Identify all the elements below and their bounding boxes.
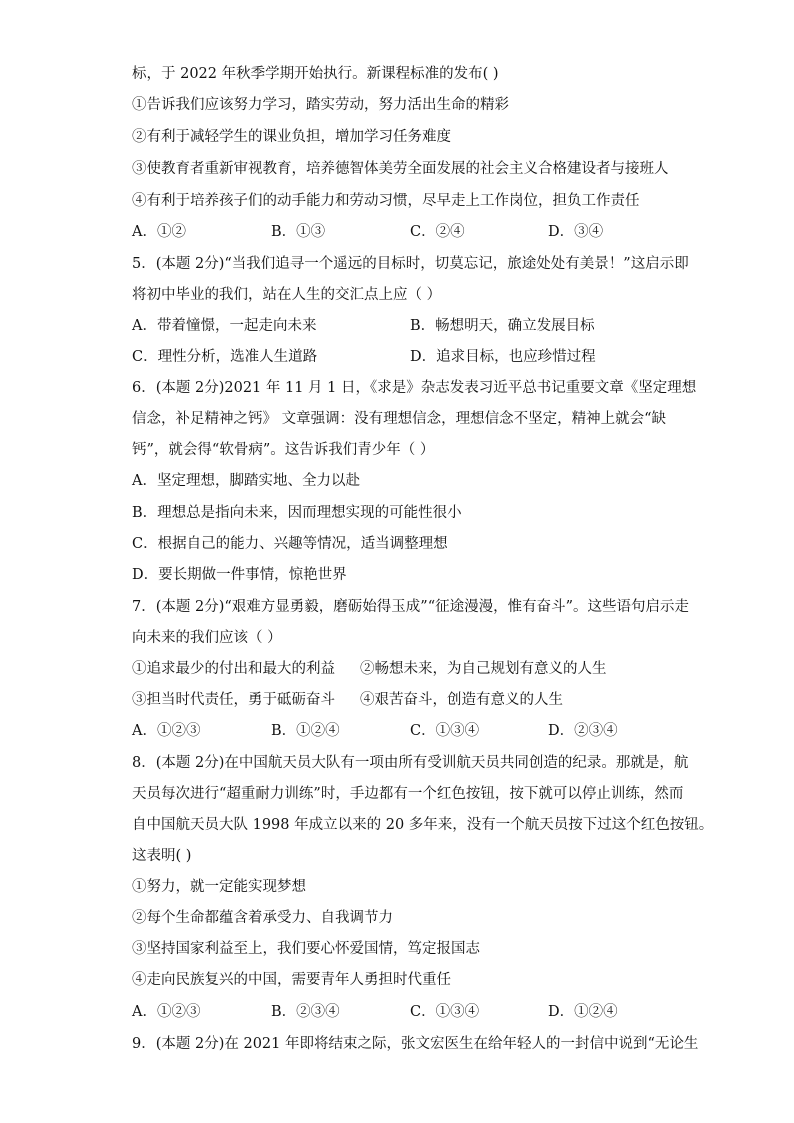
q4-item-1: ①告诉我们应该努力学习，踏实劳动，努力活出生命的精彩	[132, 97, 509, 113]
q7-item-4: ④艰苦奋斗，创造有意义的人生	[360, 692, 563, 708]
q5-option-d: D．追求目标，也应珍惜过程	[410, 349, 596, 365]
q7-option-c: C．①③④	[410, 723, 480, 739]
q4-option-a: A．①②	[132, 224, 186, 240]
q6-option-b: B．理想总是指向未来，因而理想实现的可能性很小	[132, 505, 462, 521]
q8-stem-line-3: 自中国航天员大队 1998 年成立以来的 20 多年来，没有一个航天员按下过这个红色按钮。	[132, 817, 714, 833]
q7-stem-line-1: 7．(本题 2分)“艰难方显勇毅，磨砺始得玉成”“征途漫漫，惟有奋斗”。这些语句启示走	[132, 599, 690, 615]
q6-option-d: D．要长期做一件事情，惊艳世界	[132, 567, 347, 583]
q6-option-a: A．坚定理想，脚踏实地、全力以赴	[132, 473, 360, 489]
q5-option-a: A．带着憧憬，一起走向未来	[132, 318, 317, 334]
q8-option-c: C．①③④	[410, 1004, 480, 1020]
q7-option-d: D．②③④	[548, 723, 618, 739]
q7-option-b: B．①②④	[271, 723, 340, 739]
q6-stem-line-3: 钙”，就会得“软骨病”。这告诉我们青少年（ ）	[132, 442, 435, 458]
q8-stem-line-2: 天员每次进行“超重耐力训练”时，手边都有一个红色按钮，按下就可以停止训练，然而	[132, 786, 684, 802]
q8-option-d: D．①②④	[548, 1004, 618, 1020]
q4-item-3: ③使教育者重新审视教育，培养德智体美劳全面发展的社会主义合格建设者与接班人	[132, 161, 669, 177]
q9-stem-line-1: 9．(本题 2分)在 2021 年即将结束之际，张文宏医生在给年轻人的一封信中说到“无论生	[132, 1036, 699, 1052]
q5-stem-line-2: 将初中毕业的我们，站在人生的交汇点上应（ ）	[132, 287, 442, 303]
q8-option-a: A．①②③	[132, 1004, 201, 1020]
q7-item-1: ①追求最少的付出和最大的利益	[132, 661, 335, 677]
q8-item-2: ②每个生命都蕴含着承受力、自我调节力	[132, 910, 393, 926]
q6-stem-line-1: 6．(本题 2分)2021 年 11 月 1 日，《求是》杂志发表习近平总书记重要文章《坚定理想	[132, 380, 697, 396]
q8-item-1: ①努力，就一定能实现梦想	[132, 879, 306, 895]
q5-option-b: B．畅想明天，确立发展目标	[410, 318, 595, 334]
q7-item-3: ③担当时代责任，勇于砥砺奋斗	[132, 692, 335, 708]
q6-option-c: C．根据自己的能力、兴趣等情况，适当调整理想	[132, 536, 448, 552]
q4-item-4: ④有利于培养孩子们的动手能力和劳动习惯，尽早走上工作岗位，担负工作责任	[132, 193, 640, 209]
q8-option-b: B．②③④	[271, 1004, 340, 1020]
q4-stem-tail: 标，于 2022 年秋季学期开始执行。新课程标准的发布( )	[132, 66, 499, 82]
q7-stem-line-2: 向未来的我们应该（ ）	[132, 630, 282, 646]
q5-option-c: C．理性分析，选准人生道路	[132, 349, 318, 365]
q7-item-2: ②畅想未来，为自己规划有意义的人生	[360, 661, 607, 677]
q8-stem-line-1: 8．(本题 2分)在中国航天员大队有一项由所有受训航天员共同创造的纪录。那就是，航	[132, 755, 689, 771]
q5-stem-line-1: 5．(本题 2分)“当我们追寻一个遥远的目标时，切莫忘记，旅途处处有美景！”这启示即	[132, 256, 689, 272]
q4-option-d: D．③④	[548, 224, 604, 240]
q8-item-3: ③坚持国家利益至上，我们要心怀爱国情，笃定报国志	[132, 941, 480, 957]
q4-option-c: C．②④	[410, 224, 465, 240]
q8-stem-line-4: 这表明( )	[132, 848, 192, 864]
q6-stem-line-2: 信念，补足精神之钙》 文章强调：没有理想信念，理想信念不坚定，精神上就会“缺	[132, 411, 667, 427]
q7-option-a: A．①②③	[132, 723, 201, 739]
q8-item-4: ④走向民族复兴的中国，需要青年人勇担时代重任	[132, 972, 451, 988]
q4-option-b: B．①③	[271, 224, 326, 240]
q4-item-2: ②有利于减轻学生的课业负担，增加学习任务难度	[132, 129, 451, 145]
